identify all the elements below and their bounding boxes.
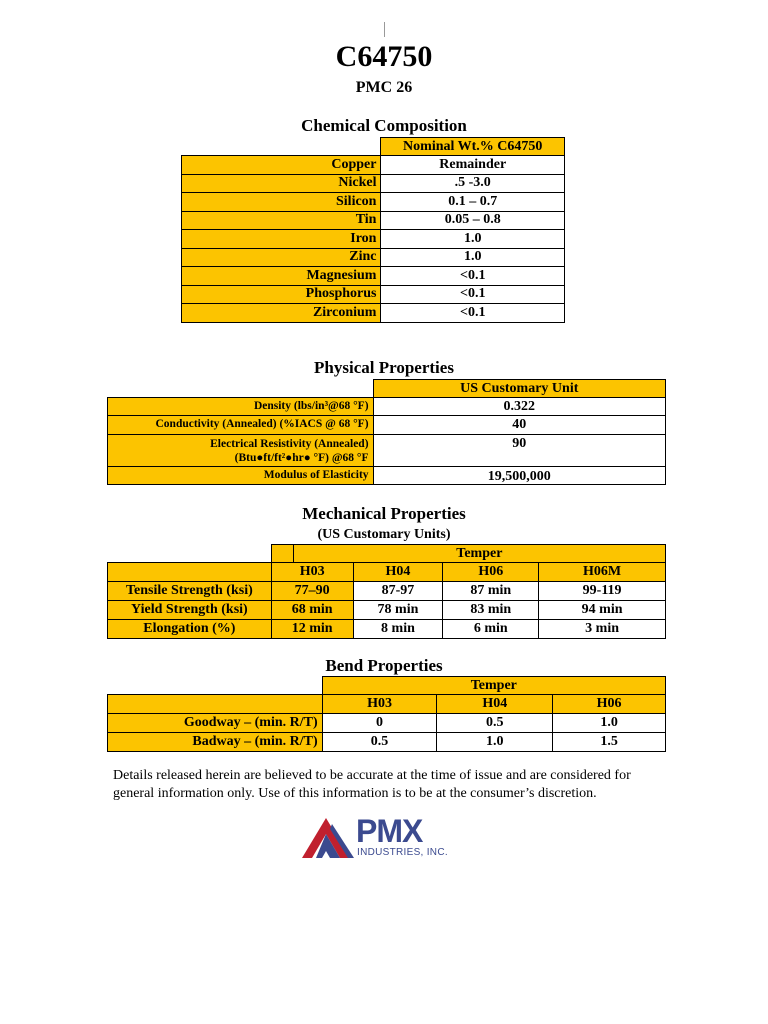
cell-value: 87-97 (353, 582, 443, 601)
table-row (108, 467, 666, 485)
cell-value: 0.5 (322, 733, 437, 752)
cell-value: 1.0 (437, 733, 553, 752)
cell-value: 87 min (443, 582, 539, 601)
table-row (182, 174, 565, 193)
property-value: 40 (373, 416, 665, 435)
row-label: Badway – (min. R/T) (108, 733, 323, 752)
element-value: .5 -3.0 (381, 174, 565, 193)
row-label: Yield Strength (ksi) (108, 601, 272, 620)
row-label: Tensile Strength (ksi) (108, 582, 272, 601)
element-name: Nickel (182, 174, 381, 193)
empty-cell (108, 545, 272, 563)
disclaimer-text: Details released herein are believed to be accurate at the time of issue and are considered for general information only. Use of this information is to be at the consumer’s discretion. (113, 768, 631, 801)
temper-h04: H04 (353, 563, 443, 582)
empty-cell (108, 380, 374, 398)
physical-properties-title: Physical Properties (314, 358, 454, 377)
table-row (108, 582, 666, 601)
table-row (108, 398, 666, 416)
table-row (182, 248, 565, 267)
cell-value: 6 min (443, 620, 539, 639)
property-value: 0.322 (373, 398, 665, 416)
page-title: C64750 (335, 40, 433, 73)
mechanical-properties-subtitle: (US Customary Units) (317, 527, 451, 542)
empty-cell (108, 695, 323, 714)
column-header: Nominal Wt.% C64750 (381, 138, 565, 156)
bend-properties-title: Bend Properties (325, 656, 443, 675)
temper-h04: H04 (437, 695, 553, 714)
element-name: Tin (182, 211, 381, 230)
element-value: <0.1 (381, 304, 565, 323)
table-row (108, 601, 666, 620)
temper-header: Temper (322, 677, 665, 695)
logo-company-name: INDUSTRIES, INC. (357, 847, 448, 858)
table-row (182, 285, 565, 304)
cell-value: 78 min (353, 601, 443, 620)
element-value (381, 267, 565, 286)
empty-cell (108, 677, 323, 695)
element-value: 0.1 – 0.7 (381, 193, 565, 212)
less-or-equal-value: <0.1 (459, 267, 486, 283)
spacer-cell (271, 545, 293, 563)
property-value: 90 (373, 435, 665, 467)
element-name: Silicon (182, 193, 381, 212)
empty-cell (108, 563, 272, 582)
element-value: <0.1 (381, 285, 565, 304)
cell-value: 8 min (353, 620, 443, 639)
resistivity-label-line1: Electrical Resistivity (Annealed) (210, 438, 369, 450)
element-value: 0.05 – 0.8 (381, 211, 565, 230)
element-name: Phosphorus (182, 285, 381, 304)
empty-cell (182, 138, 381, 156)
row-label: Elongation (%) (108, 620, 272, 639)
chemical-composition-title: Chemical Composition (301, 116, 467, 135)
table-row (108, 620, 666, 639)
table-row (182, 267, 565, 286)
temper-header: Temper (293, 545, 665, 563)
table-row (108, 435, 666, 467)
element-value: Remainder (381, 156, 565, 175)
table-row (182, 230, 565, 249)
header-tick-mark (384, 22, 385, 37)
cell-value: 12 min (271, 620, 353, 639)
cell-value: 68 min (271, 601, 353, 620)
property-value: 19,500,000 (373, 467, 665, 485)
cell-value: 1.0 (553, 714, 666, 733)
table-row (108, 714, 666, 733)
table-row (182, 193, 565, 212)
property-label (108, 435, 374, 467)
cell-value: 0 (322, 714, 437, 733)
page-subtitle: PMC 26 (355, 79, 413, 96)
mechanical-properties-title: Mechanical Properties (302, 504, 466, 523)
chemical-composition-table (181, 137, 565, 323)
property-label: Modulus of Elasticity (108, 467, 374, 485)
table-row (182, 304, 565, 323)
table-row (108, 416, 666, 435)
table-row (182, 211, 565, 230)
cell-value: 0.5 (437, 714, 553, 733)
temper-h06: H06 (553, 695, 666, 714)
cell-value: 99-119 (539, 582, 666, 601)
element-name: Zirconium (182, 304, 381, 323)
temper-h03: H03 (271, 563, 353, 582)
cell-value: 94 min (539, 601, 666, 620)
physical-properties-table (107, 379, 666, 485)
resistivity-label-line2: (Btu●ft/ft²●hr● °F) @68 °F (234, 452, 369, 464)
element-value: 1.0 (381, 230, 565, 249)
element-name: Magnesium (182, 267, 381, 286)
temper-h06m: H06M (539, 563, 666, 582)
property-label: Conductivity (Annealed) (%IACS @ 68 °F) (108, 416, 374, 435)
column-header: US Customary Unit (373, 380, 665, 398)
temper-h03: H03 (322, 695, 437, 714)
table-row (108, 733, 666, 752)
bend-properties-table (107, 676, 666, 752)
cell-value: 3 min (539, 620, 666, 639)
element-name: Zinc (182, 248, 381, 267)
property-label: Density (lbs/in³@68 °F) (108, 398, 374, 416)
cell-value: 1.5 (553, 733, 666, 752)
cell-value: 83 min (443, 601, 539, 620)
cell-value: 77–90 (271, 582, 353, 601)
pmx-logo (300, 813, 480, 862)
element-value: 1.0 (381, 248, 565, 267)
row-label: Goodway – (min. R/T) (108, 714, 323, 733)
element-name: Iron (182, 230, 381, 249)
table-row (182, 156, 565, 175)
element-name: Copper (182, 156, 381, 175)
logo-wordmark: PMX (356, 813, 423, 849)
mechanical-properties-table (107, 544, 666, 639)
temper-h06: H06 (443, 563, 539, 582)
